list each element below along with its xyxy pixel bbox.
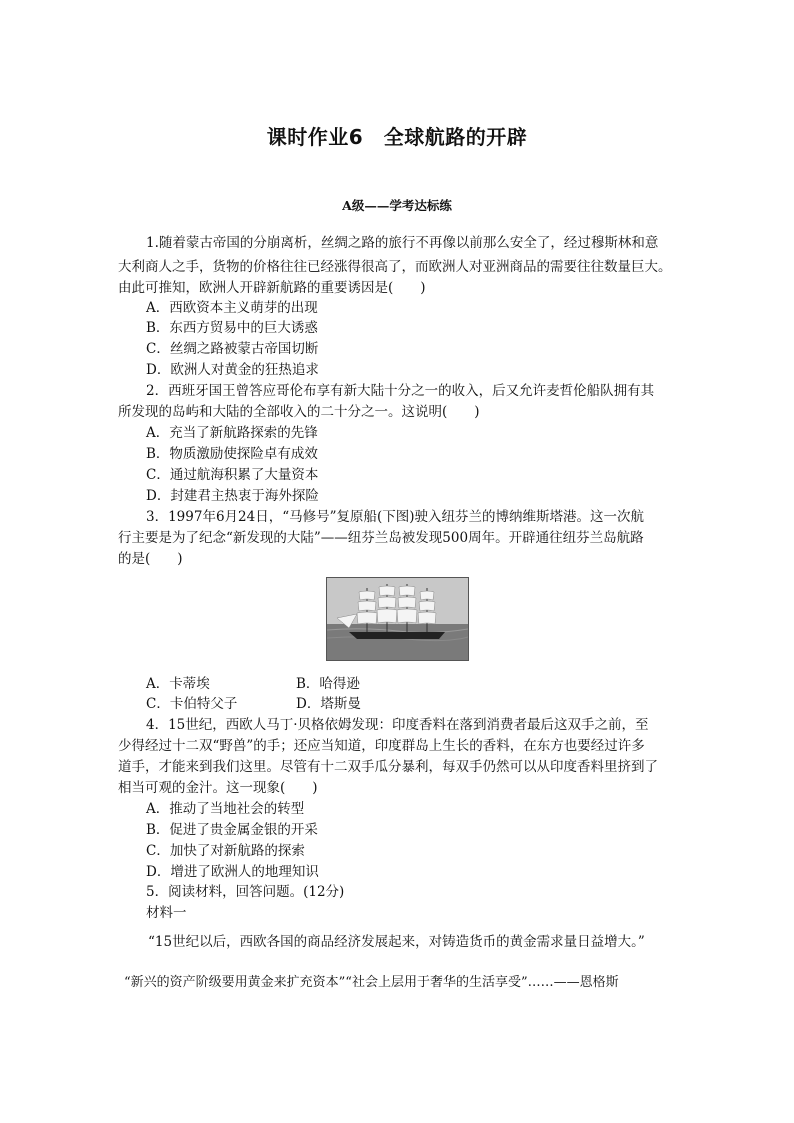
- q4-option-d: D．增进了欧洲人的地理知识: [146, 864, 319, 880]
- q4-stem-line: 少得经过十二双“野兽”的手；还应当知道，印度群岛上生长的香料，在东方也要经过许多: [118, 738, 645, 754]
- q4-option-c: C．加快了对新航路的探索: [146, 843, 305, 859]
- q1-option-a: A．西欧资本主义萌芽的出现: [146, 300, 318, 316]
- q4-stem-line: 道手，才能来到我们这里。尽管有十二双手瓜分暴利，每双手仍然可以从印度香料里挤到了: [118, 759, 658, 775]
- q3-option-a: A．卡蒂埃: [146, 676, 210, 692]
- q2-option-a: A．充当了新航路探索的先锋: [146, 425, 318, 441]
- q2-option-b: B．物质激励使探险卓有成效: [146, 446, 318, 462]
- q3-option-d: D．塔斯曼: [296, 696, 361, 712]
- q2-option-c: C．通过航海积累了大量资本: [146, 467, 319, 483]
- sailing-ship-icon: [327, 578, 468, 660]
- material-quote: “15世纪以后，西欧各国的商品经济发展起来，对铸造货币的黄金需求量日益增大。”: [148, 934, 645, 950]
- q4-option-b: B．促进了贵金属金银的开采: [146, 822, 318, 838]
- q1-option-c: C．丝绸之路被蒙古帝国切断: [146, 341, 319, 357]
- page-title: 课时作业6 全球航路的开辟: [266, 125, 528, 149]
- q3-stem-line: 行主要是为了纪念“新发现的大陆”——纽芬兰岛被发现500周年。开辟通往纽芬兰岛航路: [118, 530, 644, 546]
- q2-stem-line: 2．西班牙国王曾答应哥伦布享有新大陆十分之一的收入，后又允许麦哲伦船队拥有其: [146, 383, 655, 399]
- q3-stem-line: 3．1997年6月24日，“马修号”复原船(下图)驶入纽芬兰的博纳维斯塔港。这一次航: [146, 509, 645, 525]
- q3-option-c: C．卡伯特父子: [146, 696, 238, 712]
- q1-stem-line: 由此可推知，欧洲人开辟新航路的重要诱因是( ): [118, 280, 426, 296]
- q4-stem-line: 4．15世纪，西欧人马丁·贝格依姆发现：印度香料在落到消费者最后这双手之前，至: [146, 717, 649, 733]
- section-heading: A级——学考达标练: [342, 198, 452, 213]
- ship-photo: [326, 577, 469, 661]
- q4-stem-line: 相当可观的金汁。这一现象( ): [118, 780, 318, 796]
- q2-option-d: D．封建君主热衷于海外探险: [146, 488, 319, 504]
- q4-option-a: A．推动了当地社会的转型: [146, 801, 305, 817]
- q1-stem-line: 1.随着蒙古帝国的分崩离析，丝绸之路的旅行不再像以前那么安全了，经过穆斯林和意: [146, 235, 659, 251]
- q1-option-d: D．欧洲人对黄金的狂热追求: [146, 362, 319, 378]
- q3-stem-line: 的是( ): [118, 551, 183, 567]
- q3-option-b: B．哈得逊: [296, 676, 360, 692]
- material-quote: “新兴的资产阶级要用黄金来扩充资本”“社会上层用于奢华的生活享受”……——恩格斯: [124, 975, 619, 990]
- material-label: 材料一: [146, 905, 187, 921]
- q1-option-b: B．东西方贸易中的巨大诱惑: [146, 320, 318, 336]
- q2-stem-line: 所发现的岛屿和大陆的全部收入的二十分之一。这说明( ): [118, 404, 480, 420]
- q5-stem-line: 5．阅读材料，回答问题。(12分): [146, 884, 345, 900]
- q1-stem-line: 大利商人之手，货物的价格往往已经涨得很高了，而欧洲人对亚洲商品的需要往往数量巨大。: [118, 259, 672, 275]
